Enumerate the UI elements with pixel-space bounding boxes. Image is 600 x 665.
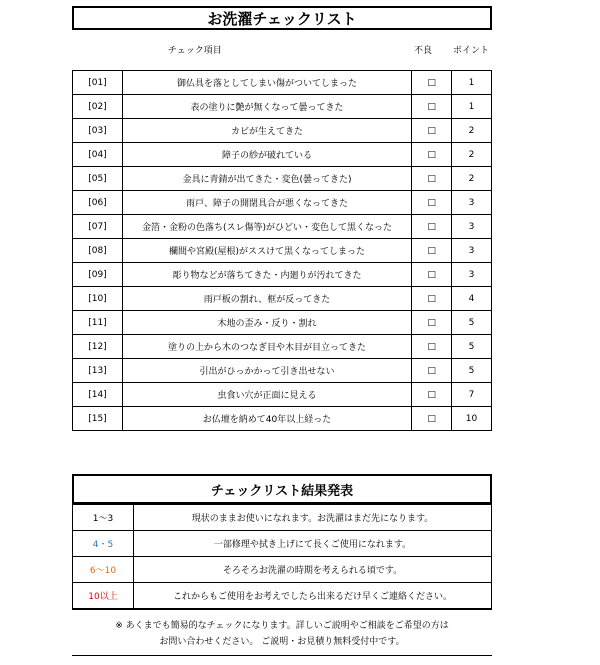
row-number: [15] [73,407,123,431]
checklist-row [73,95,492,119]
checklist-row [73,167,492,191]
checklist-row [73,287,492,311]
row-item: お仏壇を納めて40年以上経った [122,407,411,431]
row-point: 10 [452,407,492,431]
row-point: 3 [452,263,492,287]
footnote [72,618,492,650]
result-row [73,557,492,583]
defect-checkbox[interactable]: □ [412,311,452,335]
row-point: 7 [452,383,492,407]
checklist-row [73,407,492,431]
row-number: [11] [73,311,123,335]
row-number: [09] [73,263,123,287]
result-text: これからもご使用をお考えでしたら出来るだけ早くご連絡ください。 [134,583,492,610]
row-point: 2 [452,119,492,143]
result-range: 4・5 [73,531,134,557]
checklist-table [72,70,492,431]
checklist-row [73,143,492,167]
result-text: 一部修理や拭き上げにて長くご使用になれます。 [134,531,492,557]
checklist-row [73,335,492,359]
defect-checkbox[interactable]: □ [412,407,452,431]
checklist-row [73,239,492,263]
defect-checkbox[interactable]: □ [412,383,452,407]
page-title: お洗濯チェックリスト [72,6,492,30]
defect-checkbox[interactable]: □ [412,167,452,191]
defect-checkbox[interactable]: □ [412,263,452,287]
checklist-row [73,383,492,407]
row-point: 2 [452,167,492,191]
result-range: 6～10 [73,557,134,583]
defect-checkbox[interactable]: □ [412,359,452,383]
row-number: [03] [73,119,123,143]
row-number: [07] [73,215,123,239]
checklist-row [73,215,492,239]
footnote-line-1: ※ あくまでも簡易的なチェックになります。詳しいご説明やご相談をご希望の方は [115,621,449,631]
row-point: 5 [452,335,492,359]
results-table [72,504,492,610]
row-item: 障子の紗が破れている [122,143,411,167]
row-number: [10] [73,287,123,311]
footer-divider [72,655,492,656]
row-point: 4 [452,287,492,311]
row-item: 引出がひっかかって引き出せない [122,359,411,383]
row-item: 金具に青錆が出てきた・変色(曇ってきた) [122,167,411,191]
row-item: 雨戸、障子の開閉具合が悪くなってきた [122,191,411,215]
defect-checkbox[interactable]: □ [412,335,452,359]
row-point: 3 [452,191,492,215]
result-row [73,505,492,531]
row-item: 木地の歪み・反り・割れ [122,311,411,335]
row-item: 御仏具を落としてしまい傷がついてしまった [122,71,411,95]
checklist-row [73,311,492,335]
checklist-row [73,263,492,287]
row-number: [14] [73,383,123,407]
row-point: 2 [452,143,492,167]
row-point: 1 [452,71,492,95]
checklist-row [73,71,492,95]
row-item: 金箔・金粉の色落ち(スレ傷等)がひどい・変色して黒くなった [122,215,411,239]
row-item: 欄間や宮殿(屋根)がススけて黒くなってしまった [122,239,411,263]
defect-checkbox[interactable]: □ [412,239,452,263]
row-number: [12] [73,335,123,359]
row-number: [13] [73,359,123,383]
checklist-row [73,359,492,383]
row-point: 1 [452,95,492,119]
row-number: [02] [73,95,123,119]
row-point: 3 [452,239,492,263]
row-item: カビが生えてきた [122,119,411,143]
checklist-row [73,191,492,215]
result-range: 1～3 [73,505,134,531]
row-number: [01] [73,71,123,95]
row-point: 3 [452,215,492,239]
result-range: 10以上 [73,583,134,610]
defect-checkbox[interactable]: □ [412,191,452,215]
row-item: 彫り物などが落ちてきた・内廻りが汚れてきた [122,263,411,287]
row-point: 5 [452,311,492,335]
row-item: 虫食い穴が正面に見える [122,383,411,407]
defect-checkbox[interactable]: □ [412,143,452,167]
result-row [73,583,492,610]
row-point: 5 [452,359,492,383]
defect-checkbox[interactable]: □ [412,71,452,95]
row-number: [06] [73,191,123,215]
defect-checkbox[interactable]: □ [412,95,452,119]
defect-checkbox[interactable]: □ [412,119,452,143]
header-defect: 不良 [414,46,433,56]
result-text: 現状のままお使いになれます。お洗濯はまだ先になります。 [134,505,492,531]
header-point: ポイント [453,46,490,56]
result-row [73,531,492,557]
row-item: 表の塗りに艶が無くなって曇ってきた [122,95,411,119]
defect-checkbox[interactable]: □ [412,287,452,311]
row-number: [04] [73,143,123,167]
row-number: [08] [73,239,123,263]
header-check-item: チェック項目 [168,46,222,56]
results-title: チェックリスト結果発表 [72,474,492,504]
footnote-line-2: お問い合わせください。 ご説明・お見積り無料受付中です。 [159,637,405,647]
checklist-row [73,119,492,143]
row-item: 雨戸板の割れ、框が反ってきた [122,287,411,311]
result-text: そろそろお洗濯の時期を考えられる頃です。 [134,557,492,583]
defect-checkbox[interactable]: □ [412,215,452,239]
row-number: [05] [73,167,123,191]
row-item: 塗りの上から木のつなぎ目や木目が目立ってきた [122,335,411,359]
